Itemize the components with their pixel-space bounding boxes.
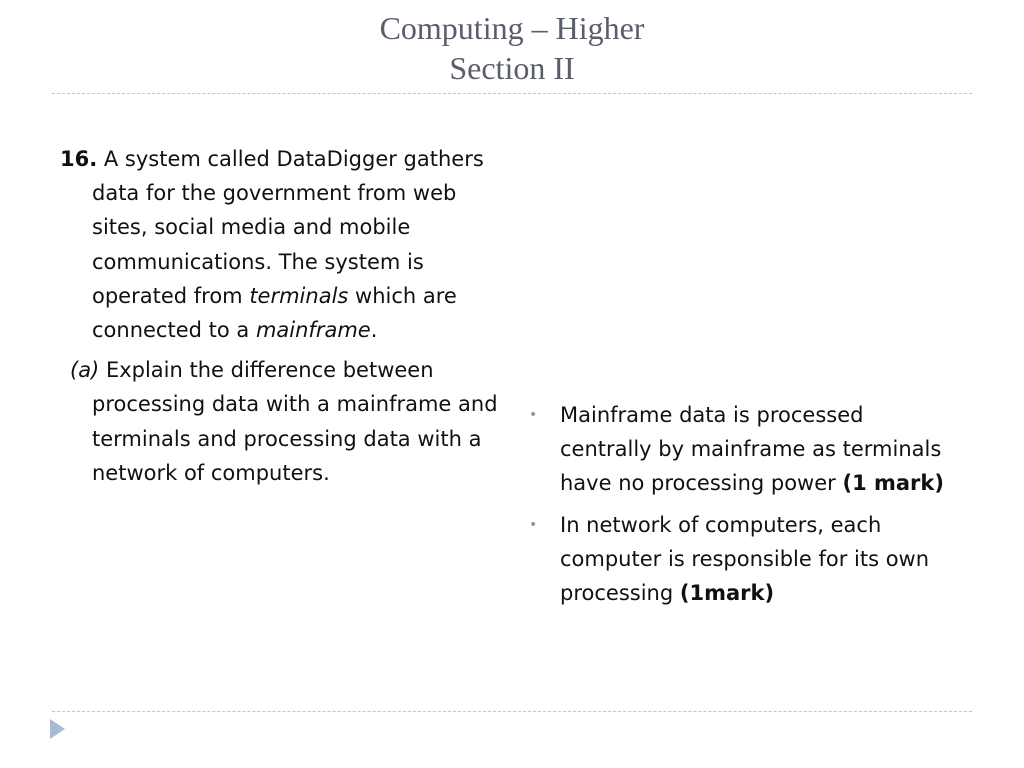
- question-text-1: A system called DataDigger gathers data for the government from web sites, social media and mobile communications. The system is operated from: [92, 147, 484, 308]
- bullet-icon: •: [529, 407, 538, 423]
- slide-title-line2: Section II: [449, 50, 575, 86]
- term-terminals: terminals: [249, 283, 349, 308]
- slide-title-line1: Computing – Higher: [379, 10, 645, 46]
- play-triangle-icon[interactable]: [50, 719, 65, 739]
- question-part-a: [60, 353, 500, 490]
- bullet-icon: •: [529, 516, 538, 533]
- question-number: 16.: [60, 147, 98, 171]
- answer-text: In network of computers, each computer is responsible for its own processing: [560, 512, 930, 606]
- answer-item: [526, 398, 956, 501]
- term-mainframe: mainframe: [255, 318, 371, 343]
- question-text-2: which are connected to a: [92, 283, 457, 343]
- question-text-3: .: [370, 318, 378, 343]
- slide-title: [0, 8, 1024, 88]
- answer-text: Mainframe data is processed centrally by mainframe as terminals have no processing power: [560, 403, 942, 496]
- top-divider: [52, 93, 972, 94]
- question-column: [60, 142, 500, 490]
- answer-item: [526, 508, 956, 611]
- part-text: Explain the difference between processing data with a mainframe and terminals and processing data with a network of computers.: [92, 358, 498, 485]
- question-stem: [60, 142, 500, 347]
- part-label: (a): [70, 358, 100, 383]
- answer-marks: (1mark): [679, 581, 775, 606]
- answer-marks: (1 mark): [842, 471, 944, 496]
- answer-column: [526, 398, 956, 617]
- bottom-divider: [52, 711, 972, 712]
